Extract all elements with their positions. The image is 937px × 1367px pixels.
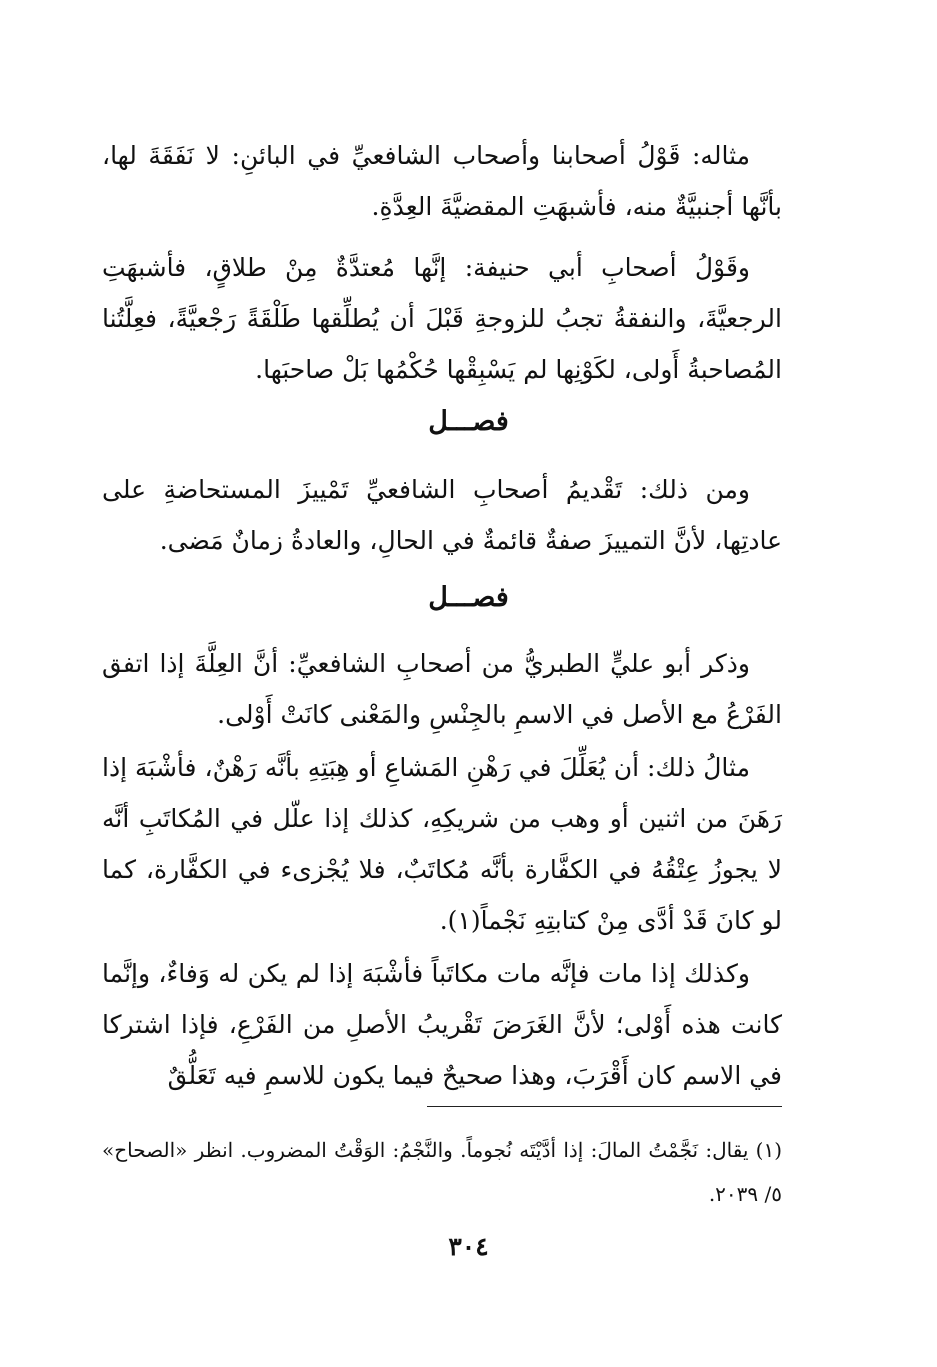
paragraph-example-rahn: مثالُ ذلك: أن يُعَلِّلَ في رَهْنِ المَشاعِ أو هِبَتِهِ بأنَّه رَهْنٌ، فأشْبَهَ إذا رَهَنَ من اثنين أو وهب من شريكِهِ، كذلك إذا علّل في المُكاتَبِ أنَّه لا يجوزُ عِتْقُهُ في الكفَّارة بأنَّه مُكاتَبٌ، فلا يُجْزىء في الكفَّارة، كما لو كانَ قَدْ أدَّى مِنْ كتابتِهِ نَجْماً(١). xyxy=(102,753,782,935)
paragraph-mukatab-death: وكذلك إذا مات فإنَّه مات مكاتَباً فأشْبَهَ إذا لم يكن له وَفاءٌ، وإنَّما كانت هذه أَوْلى؛ لأنَّ الغَرَضَ تَقْريبُ الأصلِ من الفَرْعِ، فإذا اشتركا في الاسم كان أَقْرَبَ، وهذا صحيحٌ فيما يكون للاسمِ فيه تَعَلُّقٌ xyxy=(102,959,782,1090)
paragraph-mustahada: ومن ذلك: تَقْديمُ أصحابِ الشافعيِّ تَمْييزَ المستحاضةِ على عادتِها، لأنَّ التمييزَ صفةٌ قائمةٌ في الحالِ، والعادةُ زمانٌ مَضى. xyxy=(102,475,782,555)
footnote: (١) يقال: نَجَّمْتُ المالَ: إذا أدَّيْتَه نُجوماً. والنَّجْمُ: الوَقْتُ المضروب. انظر «الصحاح» ٥/ ٢٠٣٩. xyxy=(102,1138,782,1206)
section-heading-fasl-2: فصـــل xyxy=(428,582,509,613)
paragraph-example-bain: مثاله: قَوْلُ أصحابنا وأصحاب الشافعيِّ في البائنِ: لا نَفَقَةَ لها، بأنَّها أجنبيَّةٌ منه، فأشبهَتِ المقضيَّةَ العِدَّةِ. xyxy=(102,141,782,221)
paragraph-tabari: وذكر أبو عليٍّ الطبريُّ من أصحابِ الشافعيِّ: أنَّ العِلَّةَ إذا اتفق الفَرْعُ مع الأصل في الاسمِ بالجِنْسِ والمَعْنى كانَتْ أَوْلى. xyxy=(102,649,782,729)
page-number: ٣٠٤ xyxy=(448,1232,489,1261)
footnote-divider xyxy=(427,1106,782,1107)
section-heading-fasl-1: فصـــل xyxy=(428,406,509,437)
paragraph-hanafi-view: وقَوْلُ أصحابِ أبي حنيفة: إنَّها مُعتدَّةٌ مِنْ طلاقٍ، فأشبهَتِ الرجعيَّةَ، والنفقةُ تجبُ للزوجةِ قَبْلَ أن يُطلِّقها طَلْقَةً رَجْعيَّةً، فعِلَّتُنا المُصاحبةُ أَولى، لكَوْنِها لم يَسْبِقْها حُكْمُها بَلْ صاحبَها. xyxy=(102,253,782,384)
